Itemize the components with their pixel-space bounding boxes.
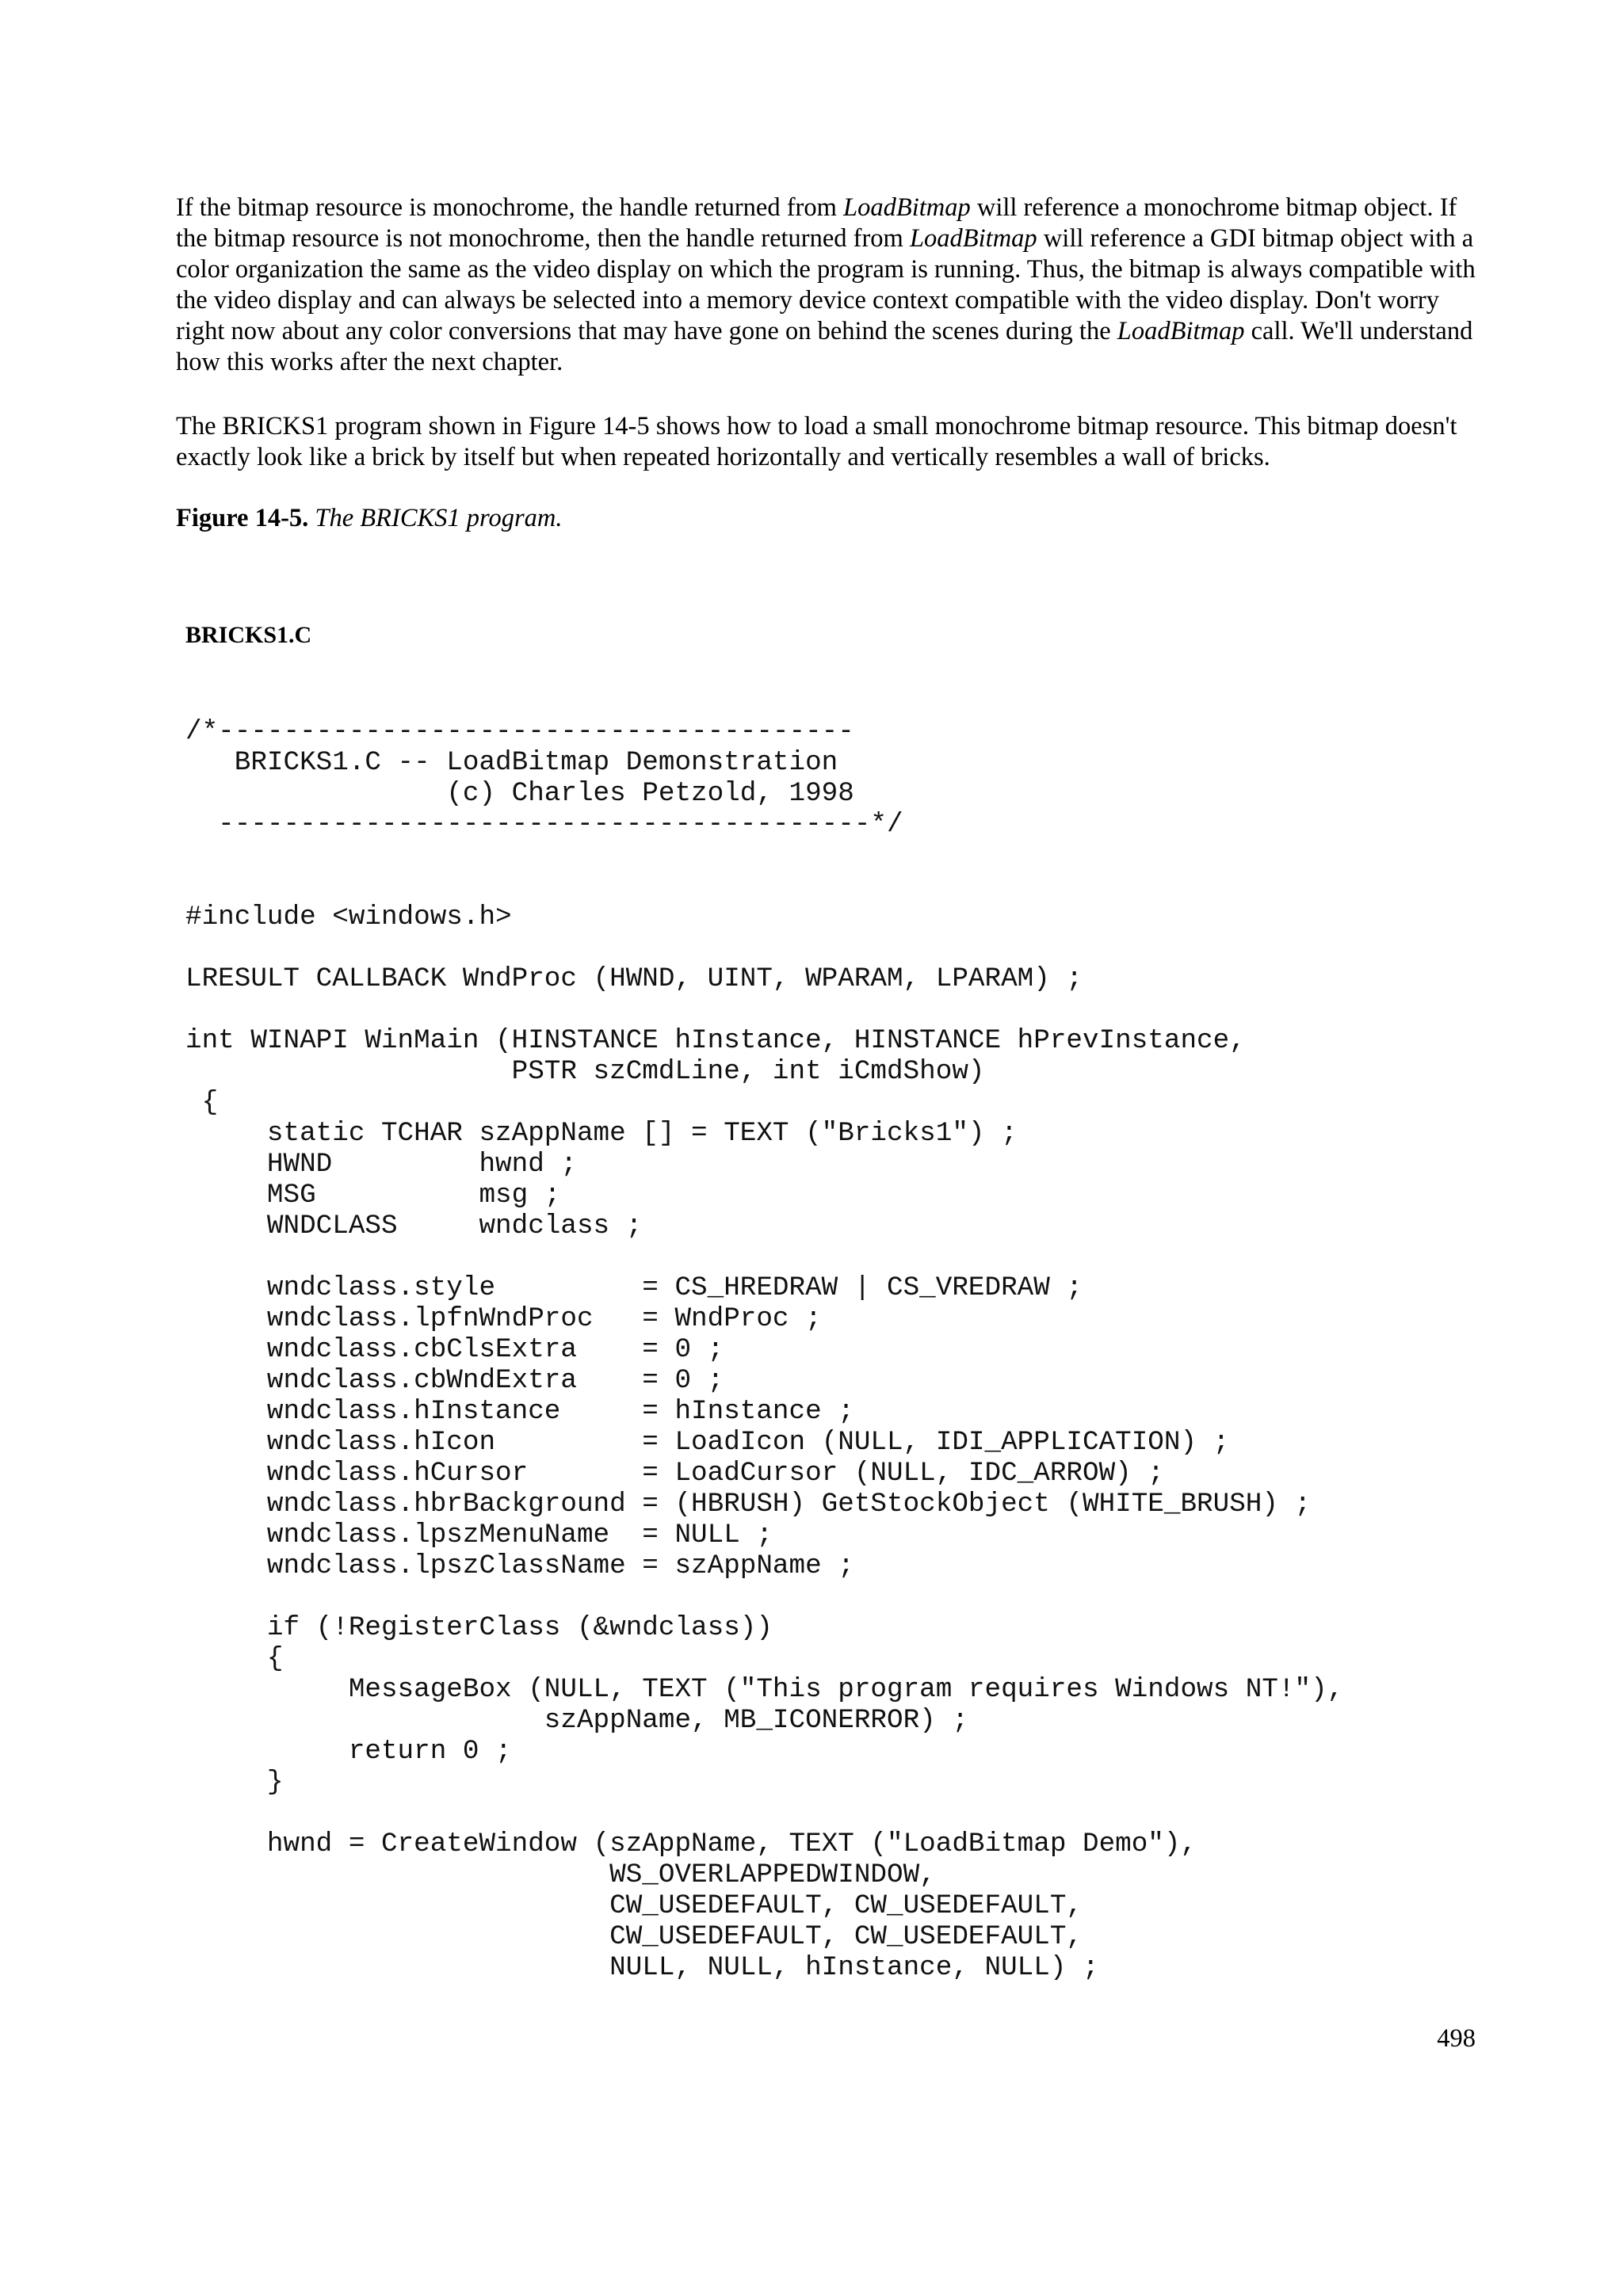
code-line: NULL, NULL, hInstance, NULL) ;	[185, 1952, 1099, 1983]
code-line: (c) Charles Petzold, 1998	[185, 778, 854, 809]
figure-caption	[176, 503, 563, 534]
code-line	[185, 1241, 1343, 1272]
figure-caption-title: The BRICKS1 program.	[308, 504, 563, 532]
code-line: CW_USEDEFAULT, CW_USEDEFAULT,	[185, 1890, 1083, 1921]
text-run: will reference a monochrome bitmap object. If the bitmap resource is not monochrome, then the handle returned from	[176, 193, 1457, 253]
code-line: WS_OVERLAPPEDWINDOW,	[185, 1859, 936, 1890]
code-line: wndclass.lpfnWndProc = WndProc ;	[185, 1303, 822, 1334]
code-line: wndclass.lpszMenuName = NULL ;	[185, 1520, 773, 1550]
paragraph-bricks1-intro: The BRICKS1 program shown in Figure 14-5 shows how to load a small monochrome bitmap resource. This bitmap doesn't exactly look like a brick by itself but when repeated horizontally and vertically resembles a wall of bricks.	[176, 412, 1457, 471]
code-listing	[185, 716, 1343, 1983]
code-line	[185, 1798, 1343, 1829]
paragraph-loadbitmap-explanation	[176, 193, 1476, 378]
code-file-heading: BRICKS1.C	[185, 622, 312, 648]
code-line: wndclass.hCursor = LoadCursor (NULL, IDC_ARROW) ;	[185, 1458, 1164, 1489]
code-line: }	[185, 1767, 284, 1798]
code-line: static TCHAR szAppName [] = TEXT ("Bricks1") ;	[185, 1118, 1018, 1149]
code-line: return 0 ;	[185, 1736, 512, 1767]
code-line: BRICKS1.C -- LoadBitmap Demonstration	[185, 747, 838, 778]
code-line	[185, 840, 1343, 871]
code-line: HWND hwnd ;	[185, 1149, 577, 1180]
text-run: will reference a GDI bitmap object with a color organization the same as the video display on which the program is running. Thus, the bitmap is always compatible with the video display and can always be selected into a memory device context compatible with the video display. Don't worry right now about any color conversions that may have gone on behind the scenes during the	[176, 224, 1476, 345]
code-line	[185, 933, 1343, 963]
italic-term: LoadBitmap	[1117, 317, 1245, 345]
code-line: MessageBox (NULL, TEXT ("This program requires Windows NT!"),	[185, 1674, 1344, 1705]
code-line: {	[185, 1643, 284, 1674]
code-line: szAppName, MB_ICONERROR) ;	[185, 1705, 968, 1736]
code-line: wndclass.hbrBackground = (HBRUSH) GetStockObject (WHITE_BRUSH) ;	[185, 1489, 1312, 1520]
code-line	[185, 871, 1343, 902]
code-line: /*---------------------------------------	[185, 716, 854, 747]
code-line	[185, 1581, 1343, 1612]
code-line: wndclass.style = CS_HREDRAW | CS_VREDRAW ;	[185, 1272, 1083, 1303]
text-run: call. We'll understand how this works after the next chapter.	[176, 317, 1473, 376]
code-line: MSG msg ;	[185, 1180, 561, 1211]
code-line: wndclass.cbClsExtra = 0 ;	[185, 1334, 724, 1365]
code-line: wndclass.hIcon = LoadIcon (NULL, IDI_APPLICATION) ;	[185, 1427, 1230, 1458]
text-run: If the bitmap resource is monochrome, the handle returned from	[176, 193, 844, 222]
code-line: ----------------------------------------*/	[185, 809, 903, 840]
code-line: {	[185, 1087, 219, 1118]
page-number: 498	[1437, 2024, 1476, 2053]
code-line	[185, 994, 1343, 1025]
code-line: int WINAPI WinMain (HINSTANCE hInstance, HINSTANCE hPrevInstance,	[185, 1025, 1246, 1056]
code-line: PSTR szCmdLine, int iCmdShow)	[185, 1056, 985, 1087]
italic-term: LoadBitmap	[909, 224, 1037, 253]
code-line: wndclass.cbWndExtra = 0 ;	[185, 1365, 724, 1396]
code-line: #include <windows.h>	[185, 902, 512, 933]
italic-term: LoadBitmap	[843, 193, 971, 222]
figure-caption-label: Figure 14-5.	[176, 504, 309, 532]
code-line: WNDCLASS wndclass ;	[185, 1211, 643, 1241]
code-line: if (!RegisterClass (&wndclass))	[185, 1612, 773, 1643]
code-line: wndclass.hInstance = hInstance ;	[185, 1396, 854, 1427]
code-line: hwnd = CreateWindow (szAppName, TEXT ("LoadBitmap Demo"),	[185, 1829, 1197, 1859]
code-line: CW_USEDEFAULT, CW_USEDEFAULT,	[185, 1921, 1083, 1952]
code-line: LRESULT CALLBACK WndProc (HWND, UINT, WPARAM, LPARAM) ;	[185, 963, 1083, 994]
code-line: wndclass.lpszClassName = szAppName ;	[185, 1550, 854, 1581]
